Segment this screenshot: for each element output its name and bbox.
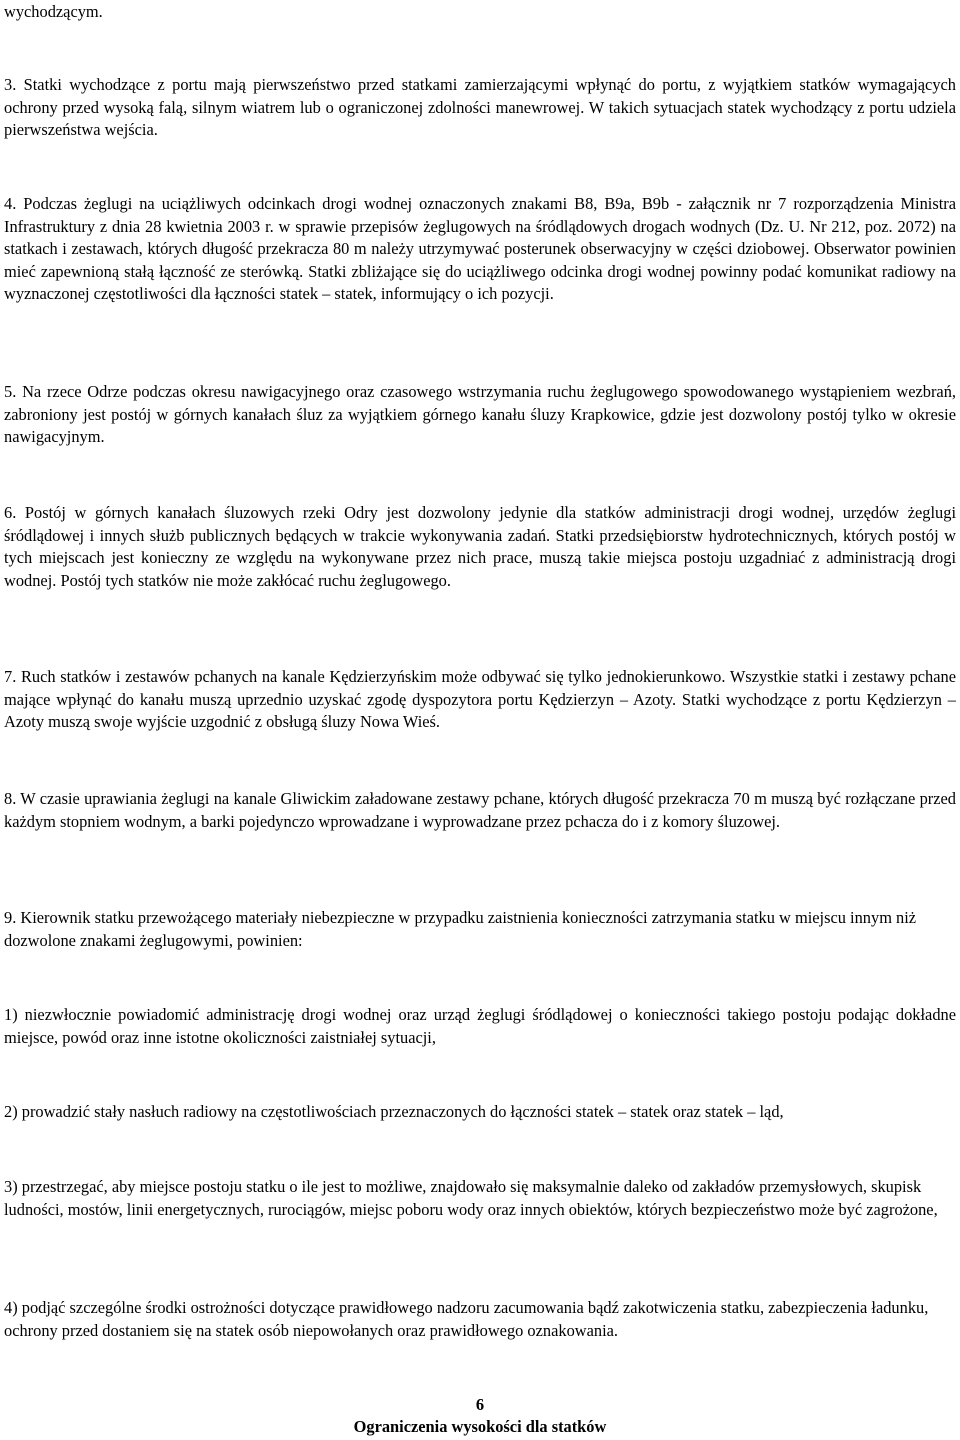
section-title: Ograniczenia wysokości dla statków [353,1417,607,1436]
section-number: 6 [475,1395,485,1414]
paragraph-5: 5. Na rzece Odrze podczas okresu nawigacyjnego oraz czasowego wstrzymania ruchu żeglugowego spowodowanego wystąpieniem wezbrań, zabroniony jest postój w górnych kanałach śluz za wyjątkiem górnego kanału śluzy Krapkowice, gdzie jest dozwolony postój tylko w okresie nawigacyjnym. [4,382,956,447]
list-item-2: 2) prowadzić stały nasłuch radiowy na częstotliwościach przeznaczonych do łączności statek – statek oraz statek – ląd, [4,1102,784,1121]
paragraph-9: 9. Kierownik statku przewożącego materiały niebezpieczne w przypadku zaistnienia konieczności zatrzymania statku w miejscu innym niż dozwolone znakami żeglugowymi, powinien: [4,908,917,950]
top-fragment: wychodzącym. [4,2,103,21]
paragraph-6: 6. Postój w górnych kanałach śluzowych rzeki Odry jest dozwolony jedynie dla statków administracji drogi wodnej, urzędów żeglugi śródlądowej i innych służb publicznych będących w trakcie wykonywania zadań. Statki przedsiębiorstw hydrotechnicznych, których postój w tych miejscach jest konieczny ze względu na wykonywane przez nich prace, muszą takie miejsca postoju uzgadniać z administracją drogi wodnej. Postój tych statków nie może zakłócać ruchu żeglugowego. [4,503,956,590]
paragraph-7: 7. Ruch statków i zestawów pchanych na kanale Kędzierzyńskim może odbywać się tylko jednokierunkowo. Wszystkie statki i zestawy pchane mające wpłynąć do kanału muszą uprzednio uzyskać zgodę dyspozytora portu Kędzierzyn – Azoty. Statki wychodzące z portu Kędzierzyn – Azoty muszą swoje wyjście uzgodnić z obsługą śluzy Nowa Wieś. [4,667,956,732]
section-symbol [4,1394,956,1416]
paragraph-8: 8. W czasie uprawiania żeglugi na kanale Gliwickim załadowane zestawy pchane, których długość przekracza 70 m muszą być rozłączane przed każdym stopniem wodnym, a barki pojedynczo wprowadzane i wyprowadzane przez pchacza do i z komory śluzowej. [4,789,956,831]
list-item-1: 1) niezwłocznie powiadomić administrację drogi wodnej oraz urząd żeglugi śródlądowej o konieczności takiego postoju podając dokładne miejsce, powód oraz inne istotne okoliczności zaistniałej sytuacji, [4,1005,956,1047]
list-item-3: 3) przestrzegać, aby miejsce postoju statku o ile jest to możliwe, znajdowało się maksymalnie daleko od zakładów przemysłowych, skupisk ludności, mostów, linii energetycznych, rurociągów, miejsc poboru wody oraz innych obiektów, których bezpieczeństwo może być zagrożone, [4,1177,938,1219]
paragraph-3: 3. Statki wychodzące z portu mają pierwszeństwo przed statkami zamierzającymi wpłynąć do portu, z wyjątkiem statków wymagających ochrony przed wysoką falą, silnym wiatrem lub o ograniczonej zdolności manewrowej. W takich sytuacjach statek wychodzący z portu udziela pierwszeństwa wejścia. [4,75,956,140]
paragraph-4: 4. Podczas żeglugi na uciążliwych odcinkach drogi wodnej oznaczonych znakami B8, B9a, B9b - załącznik nr 7 rozporządzenia Ministra Infrastruktury z dnia 28 kwietnia 2003 r. w sprawie przepisów żeglugowych na śródlądowych drogach wodnych (Dz. U. Nr 212, poz. 2072) na statkach i zestawach, których długość przekracza 80 m należy utrzymywać posterunek obserwacyjny w części dziobowej. Obserwator powinien mieć zapewnioną stałą łączność ze sterówką. Statki zbliżające się do uciążliwego odcinka drogi wodnej powinny podać komunikat radiowy na wyznaczonej częstotliwości dla łączności statek – statek, informujący o ich pozycji. [4,194,956,304]
list-item-4: 4) podjąć szczególne środki ostrożności dotyczące prawidłowego nadzoru zacumowania bądź zakotwiczenia statku, zabezpieczenia ładunku, ochrony przed dostaniem się na statek osób niepowołanych oraz prawidłowego oznakowania. [4,1298,929,1340]
